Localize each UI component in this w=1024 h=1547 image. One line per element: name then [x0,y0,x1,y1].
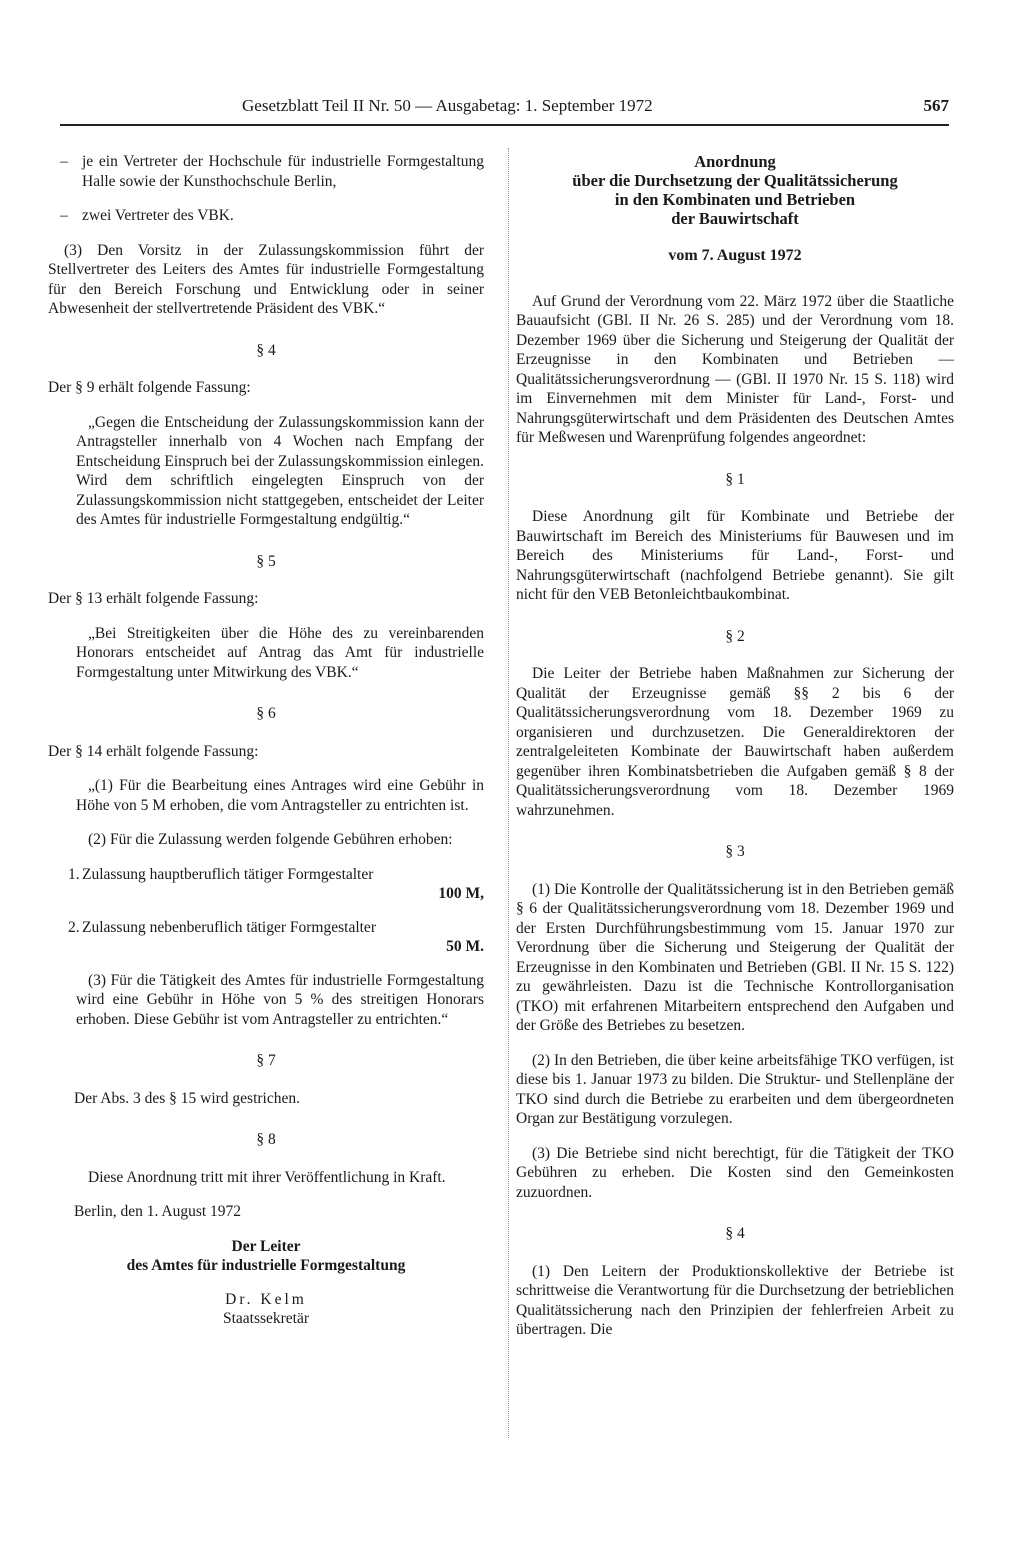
right-column [516,152,954,1355]
paragraph: (1) Den Leitern der Produktionskollektive der Betriebe ist schrittweise die Verantwortung für die Durchsetzung der betrieblichen Qualitätssicherung nach den Prinzipien der fehlerfreien Arbeit zu übertragen. Die [516,1262,954,1338]
fee-number: 1. [68,865,80,883]
fee-item [48,865,484,904]
title-line: in den Kombinaten und Betrieben [614,190,856,209]
section-heading: § 2 [725,627,745,645]
list-item [48,206,484,226]
paragraph: Der § 9 erhält folgende Fassung: [48,379,251,396]
dash-bullet: – [60,207,68,224]
section-heading: § 3 [725,843,745,860]
section-heading: § 8 [256,1131,276,1148]
title-line: der Bauwirtschaft [671,209,799,228]
section-heading: § 5 [256,552,276,570]
quote-paragraph: „Bei Streitigkeiten über die Höhe des zu vereinbarenden Honorars entscheidet auf Antrag das Amt für industrielle Formgestaltung unter Mitwirkung des VBK.“ [76,624,484,681]
document-date: vom 7. August 1972 [668,247,802,264]
paragraph: (3) Die Betriebe sind nicht berechtigt, für die Tätigkeit der TKO Gebühren zu erheben. Die Kosten sind den Gemeinkosten zuzuordnen. [516,1144,954,1201]
signature-name: Dr. Kelm [225,1290,307,1308]
title-line: über die Durchsetzung der Qualitätssicherung [572,171,898,190]
section-heading: § 6 [256,705,276,722]
place-date: Berlin, den 1. August 1972 [74,1203,242,1220]
dash-bullet: – [60,153,68,170]
paragraph: (2) In den Betrieben, die über keine arbeitsfähige TKO verfügen, ist diese bis 1. Januar 1973 zu bilden. Die Struktur- und Stellenpläne der TKO sind durch die Betriebe zu erarbeiten und dem übergeordneten Organ zur Bestätigung vorzulegen. [516,1051,954,1127]
fee-amount: 50 M. [446,938,484,955]
page-number: 567 [923,96,949,115]
page-header [60,96,949,122]
fee-item [48,918,484,957]
paragraph: (3) Den Vorsitz in der Zulassungskommission führt der Stellvertreter des Leiters des Amtes für industrielle Formgestaltung für den Bereich Forschung und Entwicklung oder in seiner Abwesenheit der stellvertretende Präsident des VBK.“ [48,241,484,317]
left-column [48,152,484,1329]
paragraph: Diese Anordnung gilt für Kombinate und Betriebe der Bauwirtschaft im Bereich des Ministeriums für Bauwesen und im Bereich des Ministeriums für Land-, Forst- und Nahrungsgüterwirtschaft (nachfolgend Betriebe genannt). Sie gilt nicht für den VEB Betonleichtbaukombinat. [516,508,954,603]
quote-paragraph: (3) Für die Tätigkeit des Amtes für industrielle Formgestaltung wird eine Gebühr in Höhe von 5 % des streitigen Honorars erhoben. Diese Gebühr ist vom Antragsteller zu entrichten.“ [76,971,484,1028]
fee-amount: 100 M, [438,885,484,902]
header-title: Gesetzblatt Teil II Nr. 50 — Ausgabetag: 1. September 1972 [242,96,653,115]
title-line: Anordnung [694,152,776,171]
quote-paragraph: (2) Für die Zulassung werden folgende Gebühren erhoben: [88,831,453,848]
fee-number: 2. [68,918,80,936]
paragraph: Der § 13 erhält folgende Fassung: [48,590,259,607]
list-item-text: zwei Vertreter des VBK. [82,207,234,224]
fee-text: Zulassung nebenberuflich tätiger Formgestalter [82,918,376,936]
quote-paragraph: „(1) Für die Bearbeitung eines Antrages wird eine Gebühr in Höhe von 5 M erhoben, die vom Antragsteller zu entrichten ist. [76,777,484,814]
paragraph: Die Leiter der Betriebe haben Maßnahmen zur Sicherung der Qualität der Erzeugnisse gemäß §§ 2 bis 6 der Qualitätssicherungsverordnung vom 18. Dezember 1969 zu organisieren und durchzusetzen. Die Generaldirektoren der zentralgeleiteten Kombinate der Bauwirtschaft haben außerdem gegenüber ihren Kombinatsbetrieben die Aufgaben gemäß § 8 der Qualitätssicherungsverordnung vom 18. Dezember 1969 wahrzunehmen. [516,665,954,819]
column-divider [508,148,509,1438]
list-item-text: je ein Vertreter der Hochschule für industrielle Formgestaltung Halle sowie der Kunsthochschule Berlin, [82,153,484,190]
quote-paragraph: „Gegen die Entscheidung der Zulassungskommission kann der Antragsteller innerhalb von 4 Wochen nach Empfang der Entscheidung Einspruch bei der Zulassungskommission einlegen. Wird dem schriftlich eingelegten Einspruch von der Zulassungskommission nicht stattgegeben, entscheidet der Leiter des Amtes für industrielle Formgestaltung endgültig.“ [76,413,484,528]
paragraph: Auf Grund der Verordnung vom 22. März 1972 über die Staatliche Bauaufsicht (GBl. II Nr. 26 S. 285) und der Verordnung vom 18. Dezember 1969 über die Sicherung und Steigerung der Qualität der Erzeugnisse in den Kombinaten und Betrieben — Qualitätssicherungsverordnung — (GBl. II 1970 Nr. 15 S. 118) wird im Einvernehmen mit dem Minister für Land-, Forst- und Nahrungsgüterwirtschaft und dem Präsidenten des Deutschen Amtes für Meßwesen und Warenprüfung folgendes angeordnet: [516,292,954,446]
section-heading: § 1 [725,470,745,488]
signature-title: Der Leiter [231,1237,301,1255]
signature-office: des Amtes für industrielle Formgestaltung [126,1257,406,1274]
header-rule [60,124,949,126]
paragraph: (1) Die Kontrolle der Qualitätssicherung ist in den Betrieben gemäß § 6 der Qualitätssicherungsverordnung vom 18. Dezember 1969 und der Ersten Durchführungsbestimmung vom 15. Januar 1970 zur Verordnung über die Sicherung und Steigerung der Qualität der Erzeugnisse in den Kombinaten und Betrieben (GBl. II Nr. 15 S. 122) zu gewährleisten. Dazu ist die Technische Kontrollorganisation (TKO) mit erfahrenen Mitarbeitern entsprechend den Aufgaben und der Größe des Betriebes zu besetzen. [516,880,954,1034]
section-heading: § 4 [256,341,276,359]
section-heading: § 7 [256,1052,276,1069]
paragraph: Der § 14 erhält folgende Fassung: [48,742,259,760]
paragraph: Der Abs. 3 des § 15 wird gestrichen. [74,1089,300,1107]
section-heading: § 4 [725,1225,745,1242]
fee-text: Zulassung hauptberuflich tätiger Formgestalter [82,865,374,883]
list-item [48,152,484,191]
document-title [516,152,954,228]
paragraph: Diese Anordnung tritt mit ihrer Veröffentlichung in Kraft. [88,1168,446,1186]
signature-role: Staatssekretär [222,1310,310,1327]
